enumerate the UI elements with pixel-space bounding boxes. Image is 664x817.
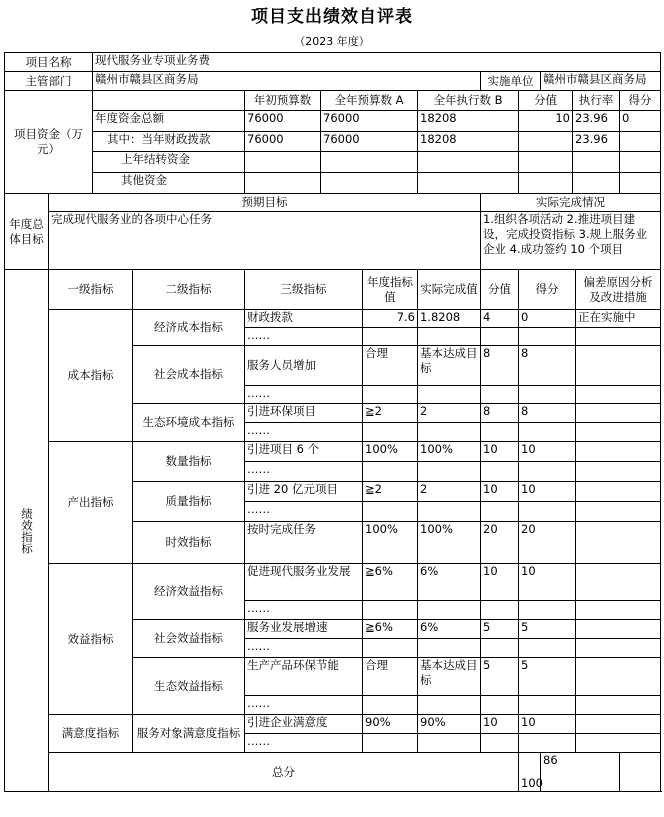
level2-label: 质量指标: [133, 482, 245, 522]
empty-cell: [481, 462, 519, 482]
header-level1: 一级指标: [49, 270, 133, 310]
empty-cell: [519, 386, 576, 404]
header-level3: 三级指标: [245, 270, 363, 310]
funds-row: [5, 173, 661, 194]
score-value: 10: [481, 715, 519, 734]
score: 0: [519, 310, 576, 328]
level2-label: 数量指标: [133, 442, 245, 482]
deviation-note: [576, 522, 661, 564]
empty-cell: [363, 734, 418, 753]
header-target: 年度指标值: [363, 270, 418, 310]
more-placeholder: ……: [245, 696, 363, 715]
score-value: 8: [481, 404, 519, 423]
empty-cell: [519, 423, 576, 442]
target-value: ≧6%: [363, 564, 418, 601]
score: 10: [519, 715, 576, 734]
deviation-note: [576, 442, 661, 462]
deviation-note: [576, 404, 661, 423]
header-score-value: 分值: [481, 270, 519, 310]
more-placeholder: ……: [245, 462, 363, 482]
department-label: 主管部门: [5, 72, 93, 91]
indicator-row: [5, 442, 661, 462]
empty-cell: [576, 386, 661, 404]
funds-executed: 18208: [418, 132, 519, 152]
level2-label: 服务对象满意度指标: [133, 715, 245, 753]
empty-cell: [519, 639, 576, 658]
target-value: 100%: [363, 522, 418, 564]
empty-cell: [576, 639, 661, 658]
funds-label: 项目资金（万元）: [5, 91, 93, 194]
goals-actual: 1.组织各项活动 2.推进项目建设，完成投资指标 3.规上服务业企业 4.成功签约 10 个项目: [481, 212, 661, 270]
score: 10: [519, 482, 576, 502]
empty-cell: [418, 423, 481, 442]
funds-executed: [418, 173, 519, 194]
empty-cell: [418, 734, 481, 753]
total-score: 86: [541, 753, 620, 792]
deviation-note: [576, 564, 661, 601]
funds-score: [620, 152, 661, 173]
actual-value: 1.8208: [418, 310, 481, 328]
department-value: 赣州市赣县区商务局: [93, 72, 481, 91]
empty-cell: [481, 601, 519, 620]
empty-cell: [363, 639, 418, 658]
empty-cell: [363, 423, 418, 442]
indicator-row: [5, 564, 661, 601]
score: 10: [519, 564, 576, 601]
funds-header-executed: 全年执行数 B: [418, 91, 519, 111]
more-placeholder: ……: [245, 423, 363, 442]
target-value: ≧2: [363, 404, 418, 423]
funds-score-value: 10: [519, 111, 573, 132]
more-placeholder: ……: [245, 502, 363, 522]
level2-label: 时效指标: [133, 522, 245, 564]
funds-row: [5, 152, 661, 173]
indicator-header-row: [5, 270, 661, 310]
empty-cell: [576, 502, 661, 522]
level3-name: 引进企业满意度: [245, 715, 363, 734]
empty-cell: [576, 328, 661, 346]
actual-value: 100%: [418, 522, 481, 564]
more-placeholder: ……: [245, 601, 363, 620]
level3-name: 服务业发展增速: [245, 620, 363, 639]
level3-name: 促进现代服务业发展: [245, 564, 363, 601]
empty-cell: [576, 423, 661, 442]
actual-value: 2: [418, 404, 481, 423]
funds-score-value: [519, 173, 573, 194]
deviation-note: [576, 658, 661, 696]
level3-name: 服务人员增加: [245, 346, 363, 386]
funds-rate: 23.96: [573, 132, 620, 152]
empty-cell: [519, 462, 576, 482]
funds-header-row: [5, 91, 661, 111]
score: 8: [519, 346, 576, 386]
empty-cell: [363, 386, 418, 404]
actual-value: 90%: [418, 715, 481, 734]
deviation-note: [576, 482, 661, 502]
funds-annual: 76000: [321, 132, 418, 152]
page-title: 项目支出绩效自评表: [251, 7, 413, 27]
empty-cell: [418, 601, 481, 620]
funds-score-value: [519, 152, 573, 173]
empty-cell: [481, 502, 519, 522]
level2-label: 生态环境成本指标: [133, 404, 245, 442]
funds-row-label: 年度资金总额: [93, 111, 245, 132]
total-row: [5, 753, 661, 792]
funds-initial: [245, 152, 321, 173]
funds-executed: 18208: [418, 111, 519, 132]
empty-cell: [418, 462, 481, 482]
empty-cell: [418, 502, 481, 522]
empty-cell: [519, 696, 576, 715]
funds-row-label: 上年结转资金: [93, 152, 245, 173]
indicator-row: [5, 715, 661, 734]
project-name-row: [5, 53, 661, 72]
empty-cell: [519, 328, 576, 346]
header-score: 得分: [519, 270, 576, 310]
goals-expected: 完成现代服务业的各项中心任务: [49, 212, 481, 270]
score-value: 10: [481, 482, 519, 502]
level3-name: 引进项目 6 个: [245, 442, 363, 462]
score: 5: [519, 658, 576, 696]
deviation-note: [576, 715, 661, 734]
total-score-value: 100: [519, 753, 541, 792]
funds-score-value: [519, 132, 573, 152]
more-placeholder: ……: [245, 386, 363, 404]
funds-row-label: 其他资金: [93, 173, 245, 194]
indicator-row: [5, 310, 661, 328]
output-indicator-label: 产出指标: [49, 442, 133, 564]
funds-initial: [245, 173, 321, 194]
total-label: 总分: [49, 753, 519, 792]
total-empty: [620, 753, 661, 792]
target-value: 100%: [363, 442, 418, 462]
score: 10: [519, 442, 576, 462]
level2-label: 社会效益指标: [133, 620, 245, 658]
level3-name: 引进 20 亿元项目: [245, 482, 363, 502]
goals-expected-header: 预期目标: [49, 194, 481, 212]
funds-initial: 76000: [245, 111, 321, 132]
empty-cell: [481, 423, 519, 442]
target-value: 合理: [363, 658, 418, 696]
score: 8: [519, 404, 576, 423]
empty-cell: [519, 734, 576, 753]
deviation-note: 正在实施中: [576, 310, 661, 328]
funds-annual: 76000: [321, 111, 418, 132]
score-value: 20: [481, 522, 519, 564]
project-name-label: 项目名称: [5, 53, 93, 72]
funds-score: [620, 173, 661, 194]
empty-cell: [363, 696, 418, 715]
empty-cell: [363, 502, 418, 522]
actual-value: 基本达成目标: [418, 658, 481, 696]
empty-cell: [418, 696, 481, 715]
funds-rate: 23.96: [573, 111, 620, 132]
empty-cell: [363, 601, 418, 620]
actual-value: 基本达成目标: [418, 346, 481, 386]
score-value: 8: [481, 346, 519, 386]
report-year: （2023 年度）: [294, 35, 370, 48]
evaluation-table: [4, 52, 661, 792]
empty-cell: [363, 462, 418, 482]
funds-score: 0: [620, 111, 661, 132]
benefit-indicator-label: 效益指标: [49, 564, 133, 715]
header-level2: 二级指标: [133, 270, 245, 310]
funds-rate: [573, 152, 620, 173]
empty-cell: [481, 639, 519, 658]
empty-cell: [576, 696, 661, 715]
level2-label: 经济成本指标: [133, 310, 245, 346]
target-value: ≧2: [363, 482, 418, 502]
funds-score: [620, 132, 661, 152]
level2-label: 生态效益指标: [133, 658, 245, 715]
funds-header-score-value: 分值: [519, 91, 573, 111]
level3-name: 按时完成任务: [245, 522, 363, 564]
target-value: ≧6%: [363, 620, 418, 639]
score-value: 5: [481, 658, 519, 696]
implementer-value: 赣州市赣县区商务局: [541, 72, 661, 91]
target-value: 合理: [363, 346, 418, 386]
more-placeholder: ……: [245, 328, 363, 346]
score-value: 10: [481, 564, 519, 601]
header-actual: 实际完成值: [418, 270, 481, 310]
project-name-value: 现代服务业专项业务费: [93, 53, 661, 72]
actual-value: 2: [418, 482, 481, 502]
cost-indicator-label: 成本指标: [49, 310, 133, 442]
empty-cell: [576, 601, 661, 620]
implementer-label: 实施单位: [481, 72, 541, 91]
empty-cell: [481, 328, 519, 346]
score: 20: [519, 522, 576, 564]
score: 5: [519, 620, 576, 639]
more-placeholder: ……: [245, 639, 363, 658]
empty-cell: [576, 734, 661, 753]
performance-indicators-label: 绩效指标: [5, 270, 49, 792]
funds-row: [5, 132, 661, 152]
actual-value: 100%: [418, 442, 481, 462]
goals-label: 年度总体目标: [5, 194, 49, 270]
funds-executed: [418, 152, 519, 173]
goals-header-row: [5, 194, 661, 212]
level3-name: 财政拨款: [245, 310, 363, 328]
empty-cell: [481, 696, 519, 715]
header-deviation: 偏差原因分析及改进措施: [576, 270, 661, 310]
funds-header-initial: 年初预算数: [245, 91, 321, 111]
empty-cell: [418, 386, 481, 404]
score-value: 5: [481, 620, 519, 639]
empty-cell: [418, 639, 481, 658]
funds-row-label: 其中：当年财政拨款: [93, 132, 245, 152]
satisfaction-indicator-label: 满意度指标: [49, 715, 133, 753]
empty-cell: [418, 328, 481, 346]
funds-header-annual: 全年预算数 A: [321, 91, 418, 111]
funds-annual: [321, 173, 418, 194]
funds-row: [5, 111, 661, 132]
empty-cell: [481, 386, 519, 404]
score-value: 4: [481, 310, 519, 328]
empty-cell: [576, 462, 661, 482]
funds-header-blank: [93, 91, 245, 111]
empty-cell: [481, 734, 519, 753]
level2-label: 经济效益指标: [133, 564, 245, 620]
level3-name: 引进环保项目: [245, 404, 363, 423]
score-value: 10: [481, 442, 519, 462]
funds-initial: 76000: [245, 132, 321, 152]
deviation-note: [576, 620, 661, 639]
level2-label: 社会成本指标: [133, 346, 245, 404]
more-placeholder: ……: [245, 734, 363, 753]
funds-annual: [321, 152, 418, 173]
target-value: 7.6: [363, 310, 418, 328]
funds-rate: [573, 173, 620, 194]
empty-cell: [519, 601, 576, 620]
funds-header-rate: 执行率: [573, 91, 620, 111]
level3-name: 生产产品环保节能: [245, 658, 363, 696]
actual-value: 6%: [418, 620, 481, 639]
goals-row: [5, 212, 661, 270]
empty-cell: [363, 328, 418, 346]
target-value: 90%: [363, 715, 418, 734]
deviation-note: [576, 346, 661, 386]
department-row: [5, 72, 661, 91]
funds-header-score: 得分: [620, 91, 661, 111]
actual-value: 6%: [418, 564, 481, 601]
goals-actual-header: 实际完成情况: [481, 194, 661, 212]
empty-cell: [519, 502, 576, 522]
